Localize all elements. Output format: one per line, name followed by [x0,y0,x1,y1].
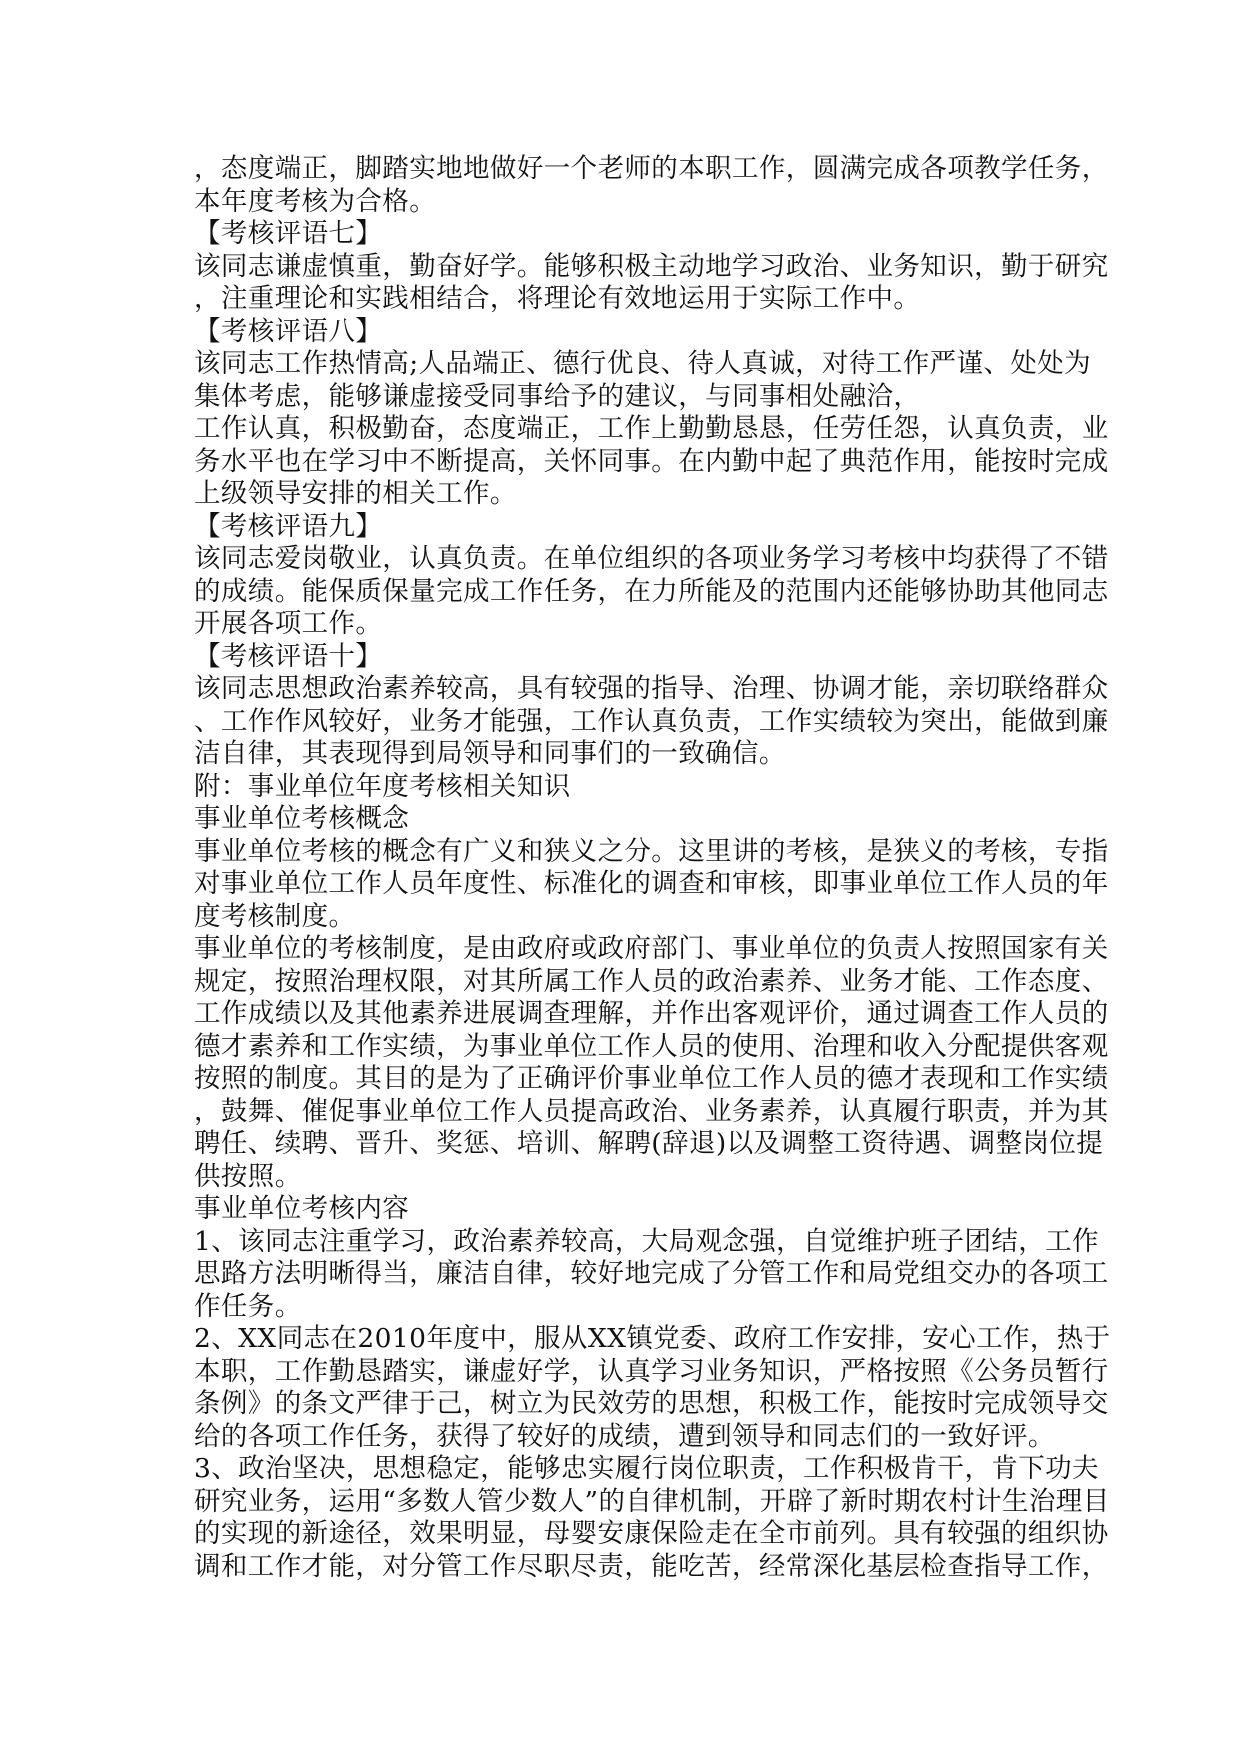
text-line: ，鼓舞、催促事业单位工作人员提高政治、业务素养，认真履行职责，并为其 [194,1095,1109,1127]
text-line: 该同志谦虚慎重，勤奋好学。能够积极主动地学习政治、业务知识，勤于研究 [194,250,1109,282]
text-line: 工作认真，积极勤奋，态度端正，工作上勤勤恳恳，任劳任怨，认真负责，业 [194,413,1109,444]
document-body [194,153,1111,1583]
text-line: 3、政治坚决，思想稳定，能够忠实履行岗位职责，工作积极肯干，肯下功夫 [194,1453,1099,1484]
text-line: 度考核制度。 [194,900,356,932]
appendix-heading: 附：事业单位年度考核相关知识 [194,770,571,802]
text-line: 给的各项工作任务，获得了较好的成绩，遭到领导和同志们的一致好评。 [194,1420,1055,1452]
text-line: 洁自律，其表现得到局领导和同事们的一致确信。 [194,738,786,769]
text-line: 务水平也在学习中不断提高，关怀同事。在内勤中起了典范作用，能按时完成 [194,445,1109,477]
text-line: 本职，工作勤恳踏实，谦虚好学，认真学习业务知识，严格按照《公务员暂行 [194,1355,1109,1387]
text-line: 开展各项工作。 [194,608,383,639]
text-line: 1、该同志注重学习，政治素养较高，大局观念强，自觉维护班子团结，工作 [194,1225,1099,1257]
text-line: ，态度端正，脚踏实地地做好一个老师的本职工作，圆满完成各项教学任务， [194,153,1109,184]
subsection-heading: 事业单位考核内容 [194,1193,410,1224]
text-line: 调和工作才能，对分管工作尽职尽责，能吃苦，经常深化基层检查指导工作， [194,1550,1109,1582]
text-line: 供按照。 [194,1160,302,1192]
text-line: 按照的制度。其目的是为了正确评价事业单位工作人员的德才表现和工作实绩 [194,1063,1109,1094]
section-heading: 【考核评语九】 [194,510,383,542]
text-line: 该同志爱岗敬业，认真负责。在单位组织的各项业务学习考核中均获得了不错 [194,543,1109,574]
text-line: 作任务。 [194,1290,302,1322]
text-line: 工作成绩以及其他素养进展调查理解，并作出客观评价，通过调查工作人员的 [194,998,1109,1029]
section-heading: 【考核评语七】 [194,218,383,249]
subsection-heading: 事业单位考核概念 [194,803,410,834]
text-line: 2、XX同志在2010年度中，服从XX镇党委、政府工作安排，安心工作，热于 [194,1323,1111,1354]
text-line: 上级领导安排的相关工作。 [194,478,517,509]
text-line: 德才素养和工作实绩，为事业单位工作人员的使用、治理和收入分配提供客观 [194,1030,1109,1062]
text-line: 聘任、续聘、晋升、奖惩、培训、解聘(辞退)以及调整工资待遇、调整岗位提 [194,1128,1104,1159]
text-line: 、工作作风较好，业务才能强，工作认真负责，工作实绩较为突出，能做到廉 [194,705,1109,737]
text-line: 该同志思想政治素养较高，具有较强的指导、治理、协调才能，亲切联络群众 [194,673,1109,704]
text-line: 的成绩。能保质保量完成工作任务，在力所能及的范围内还能够协助其他同志 [194,575,1109,607]
section-heading: 【考核评语八】 [194,315,383,347]
text-line: 对事业单位工作人员年度性、标准化的调查和审核，即事业单位工作人员的年 [194,868,1109,899]
text-line: 本年度考核为合格。 [194,185,437,217]
text-line: ，注重理论和实践相结合，将理论有效地运用于实际工作中。 [194,283,921,314]
text-line: 研究业务，运用“多数人管少数人”的自律机制，开辟了新时期农村计生治理目 [194,1485,1110,1517]
text-line: 事业单位考核的概念有广义和狭义之分。这里讲的考核，是狭义的考核，专指 [194,835,1109,867]
text-line: 思路方法明晰得当，廉洁自律，较好地完成了分管工作和局党组交办的各项工 [194,1258,1109,1289]
text-line: 条例》的条文严律于己，树立为民效劳的思想，积极工作，能按时完成领导交 [194,1388,1109,1419]
text-line: 的实现的新途径，效果明显，母婴安康保险走在全市前列。具有较强的组织协 [194,1518,1109,1549]
text-line: 规定，按照治理权限，对其所属工作人员的政治素养、业务才能、工作态度、 [194,965,1109,997]
text-line: 事业单位的考核制度，是由政府或政府部门、事业单位的负责人按照国家有关 [194,933,1109,964]
section-heading: 【考核评语十】 [194,640,383,672]
text-line: 集体考虑，能够谦虚接受同事给予的建议，与同事相处融洽， [194,380,921,412]
text-line: 该同志工作热情高;人品端正、德行优良、待人真诚，对待工作严谨、处处为 [194,348,1092,379]
